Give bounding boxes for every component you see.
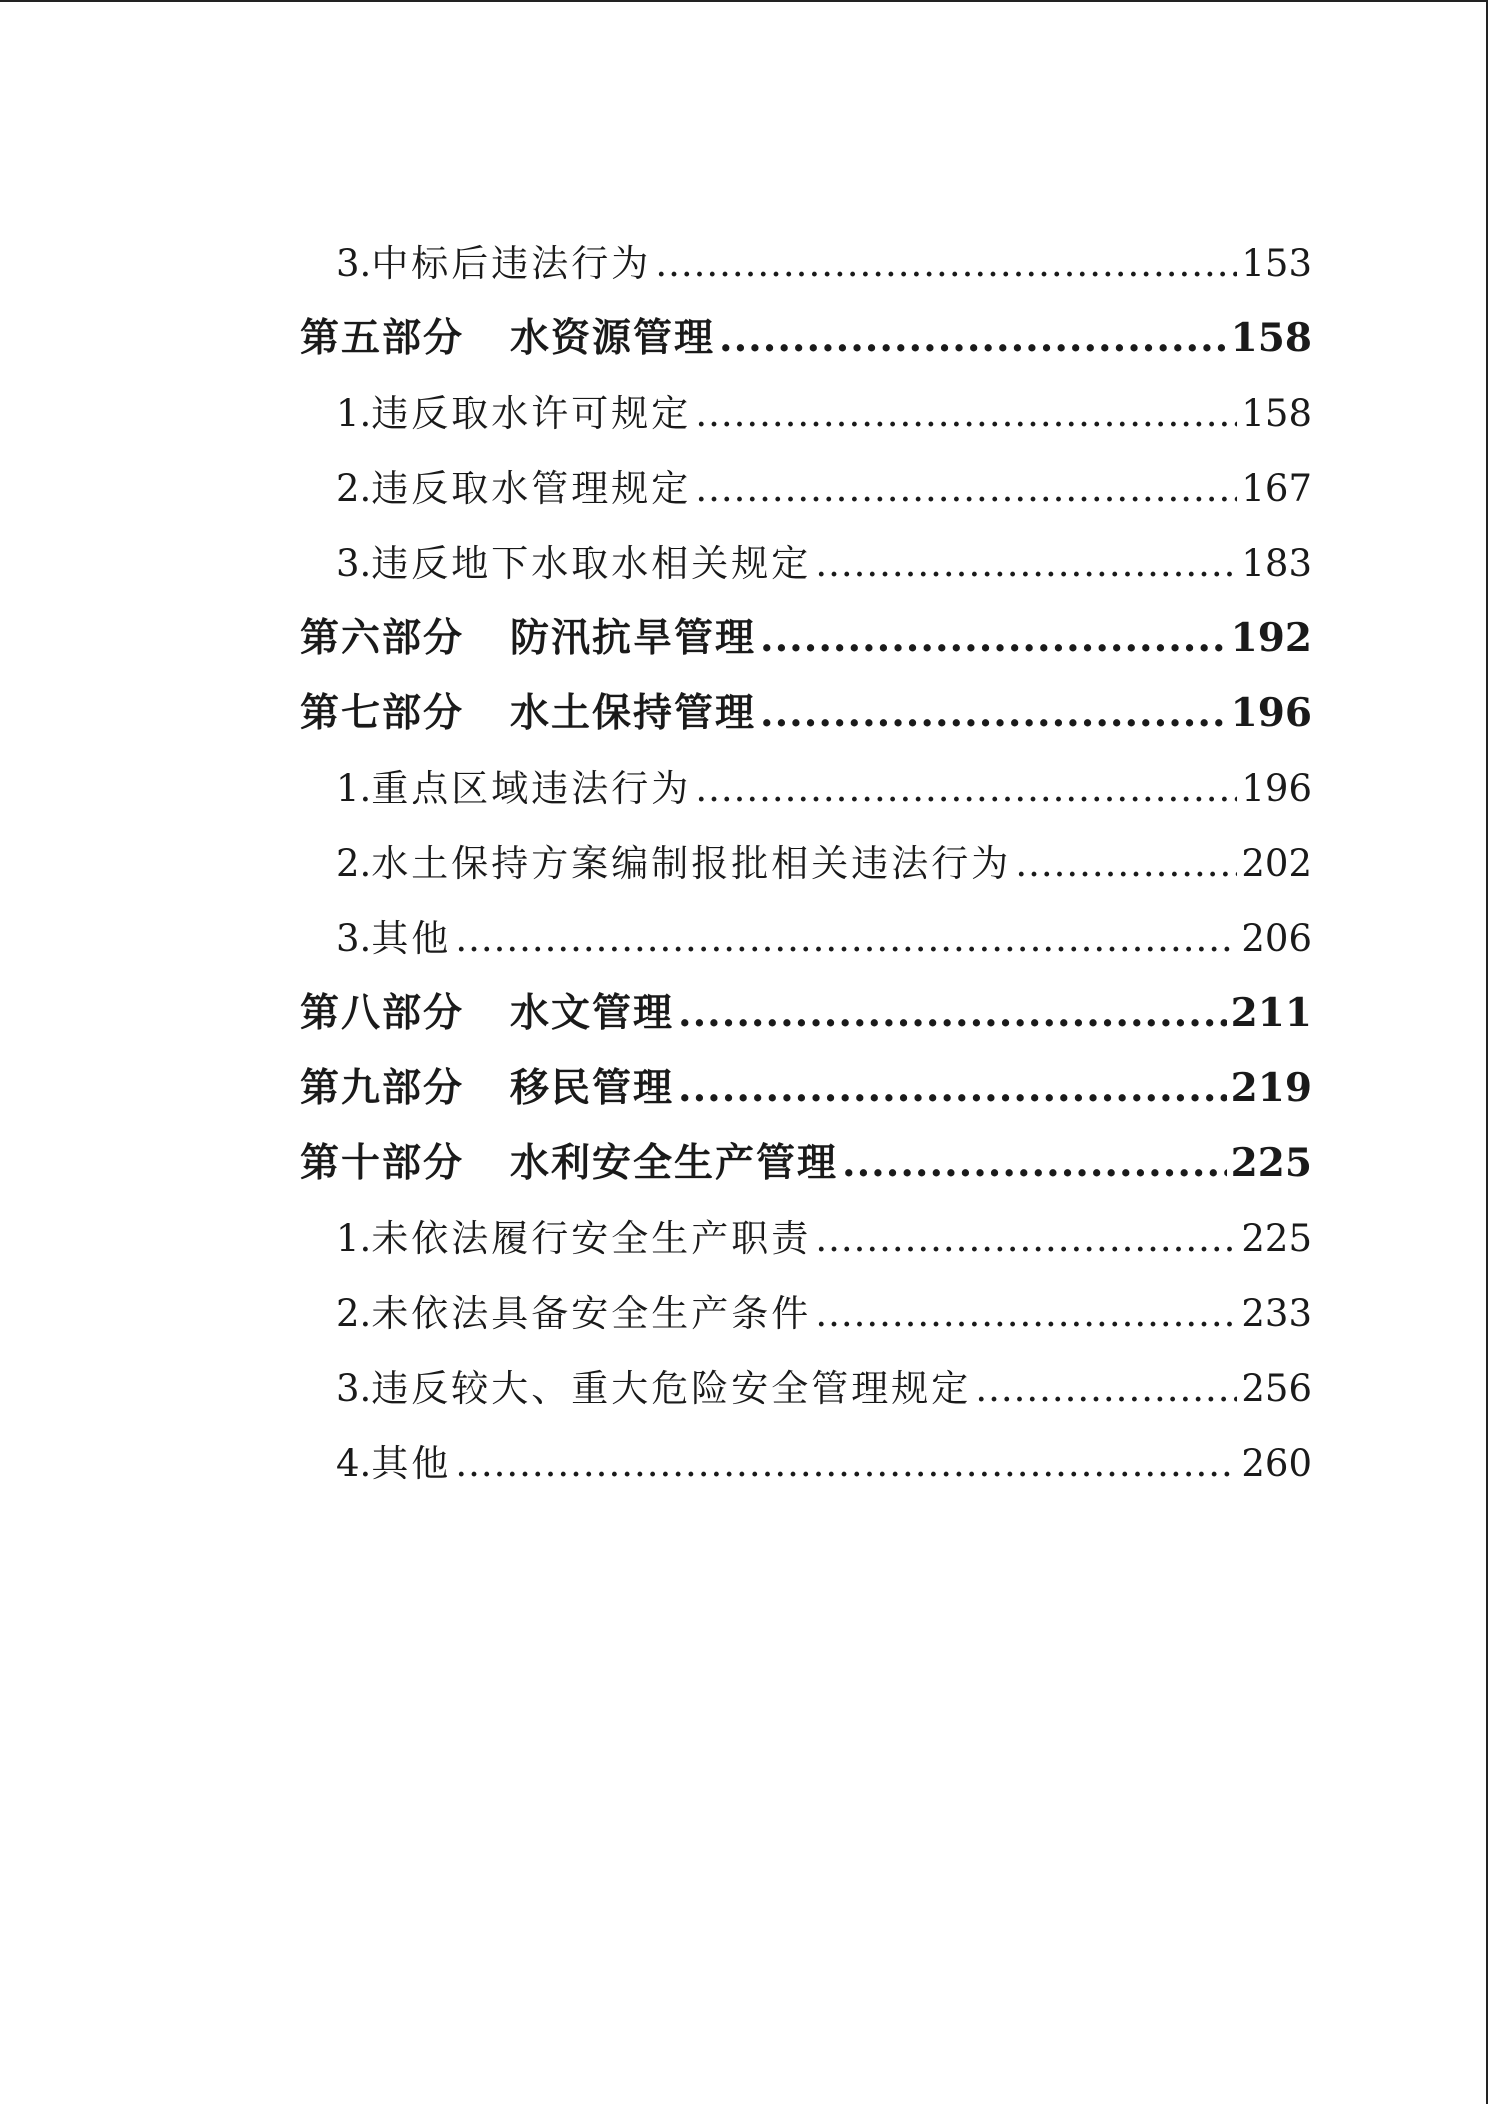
toc-entry-number: 1. [336,767,372,810]
toc-dot-leader [815,1276,1237,1351]
toc-entry-title: 未依法具备安全生产条件 [371,1292,812,1335]
toc-part-prefix: 第九部分 [300,1065,465,1111]
toc-dot-leader [678,976,1227,1051]
toc-entry[interactable] [300,1351,1312,1426]
toc-entry-title: 其他 [371,1442,452,1485]
toc-entry-number: 2. [336,842,372,885]
toc-part-title: 移民管理 [510,1065,675,1111]
toc-part-page: 158 [1230,315,1312,361]
toc-part-entry[interactable] [300,1051,1312,1126]
toc-dot-leader [842,1126,1227,1201]
toc-entry-number: 3. [336,1367,372,1410]
toc-entry-number: 3. [336,917,372,960]
toc-entry-title: 违反取水许可规定 [371,392,692,435]
toc-entry-title: 违反较大、重大危险安全管理规定 [371,1367,972,1410]
toc-entry[interactable] [300,526,1312,601]
page-edge-top [0,0,1488,2]
toc-entry-title: 未依法履行安全生产职责 [371,1217,812,1260]
toc-entry-title: 重点区域违法行为 [371,767,692,810]
toc-dot-leader [678,1051,1227,1126]
toc-dot-leader [695,751,1237,826]
toc-dot-leader [975,1351,1237,1426]
toc-entry-title: 水土保持方案编制报批相关违法行为 [371,842,1012,885]
toc-entry-page: 260 [1241,1442,1312,1485]
toc-entry-number: 3. [336,542,372,585]
toc-part-title: 水文管理 [510,990,675,1036]
toc-part-page: 211 [1230,990,1312,1036]
toc-entry[interactable] [300,376,1312,451]
toc-part-page: 219 [1230,1065,1312,1111]
toc-part-title: 水利安全生产管理 [510,1140,839,1186]
toc-part-prefix: 第六部分 [300,615,465,661]
toc-part-prefix: 第七部分 [300,690,465,736]
toc-entry-number: 3. [336,242,372,285]
toc-part-title: 防汛抗旱管理 [510,615,757,661]
toc-entry-number: 1. [336,1217,372,1260]
toc-entry-page: 225 [1241,1217,1312,1260]
toc-part-prefix: 第八部分 [300,990,465,1036]
toc-entry[interactable] [300,226,1312,301]
toc-part-page: 225 [1230,1140,1312,1186]
toc-dot-leader [760,676,1227,751]
table-of-contents [300,226,1312,1501]
toc-entry-title: 违反取水管理规定 [371,467,692,510]
toc-entry[interactable] [300,1201,1312,1276]
toc-part-entry[interactable] [300,601,1312,676]
toc-part-entry[interactable] [300,1126,1312,1201]
toc-entry-number: 1. [336,392,372,435]
toc-entry-page: 196 [1241,767,1312,810]
toc-entry-page: 183 [1241,542,1312,585]
toc-entry-title: 中标后违法行为 [371,242,652,285]
toc-dot-leader [719,301,1227,376]
toc-part-page: 192 [1230,615,1312,661]
toc-entry-number: 2. [336,467,372,510]
toc-entry-page: 167 [1241,467,1312,510]
toc-part-title: 水资源管理 [510,315,716,361]
toc-entry-page: 256 [1241,1367,1312,1410]
toc-part-entry[interactable] [300,976,1312,1051]
toc-part-prefix: 第五部分 [300,315,465,361]
toc-entry-number: 4. [336,1442,372,1485]
toc-entry-number: 2. [336,1292,372,1335]
toc-dot-leader [815,526,1237,601]
toc-entry-page: 153 [1241,242,1312,285]
toc-entry[interactable] [300,826,1312,901]
toc-part-title: 水土保持管理 [510,690,757,736]
toc-part-entry[interactable] [300,676,1312,751]
toc-dot-leader [815,1201,1237,1276]
toc-entry-page: 202 [1241,842,1312,885]
toc-dot-leader [655,226,1237,301]
toc-dot-leader [695,451,1237,526]
toc-entry-page: 233 [1241,1292,1312,1335]
toc-entry[interactable] [300,1276,1312,1351]
toc-dot-leader [760,601,1227,676]
toc-part-page: 196 [1230,690,1312,736]
toc-dot-leader [695,376,1237,451]
toc-dot-leader [455,1426,1237,1501]
toc-entry[interactable] [300,451,1312,526]
toc-part-prefix: 第十部分 [300,1140,465,1186]
toc-entry-title: 其他 [371,917,452,960]
toc-entry-page: 206 [1241,917,1312,960]
toc-entry[interactable] [300,1426,1312,1501]
toc-dot-leader [1015,826,1237,901]
toc-entry[interactable] [300,901,1312,976]
toc-entry[interactable] [300,751,1312,826]
toc-dot-leader [455,901,1237,976]
toc-entry-title: 违反地下水取水相关规定 [371,542,812,585]
toc-entry-page: 158 [1241,392,1312,435]
toc-part-entry[interactable] [300,301,1312,376]
